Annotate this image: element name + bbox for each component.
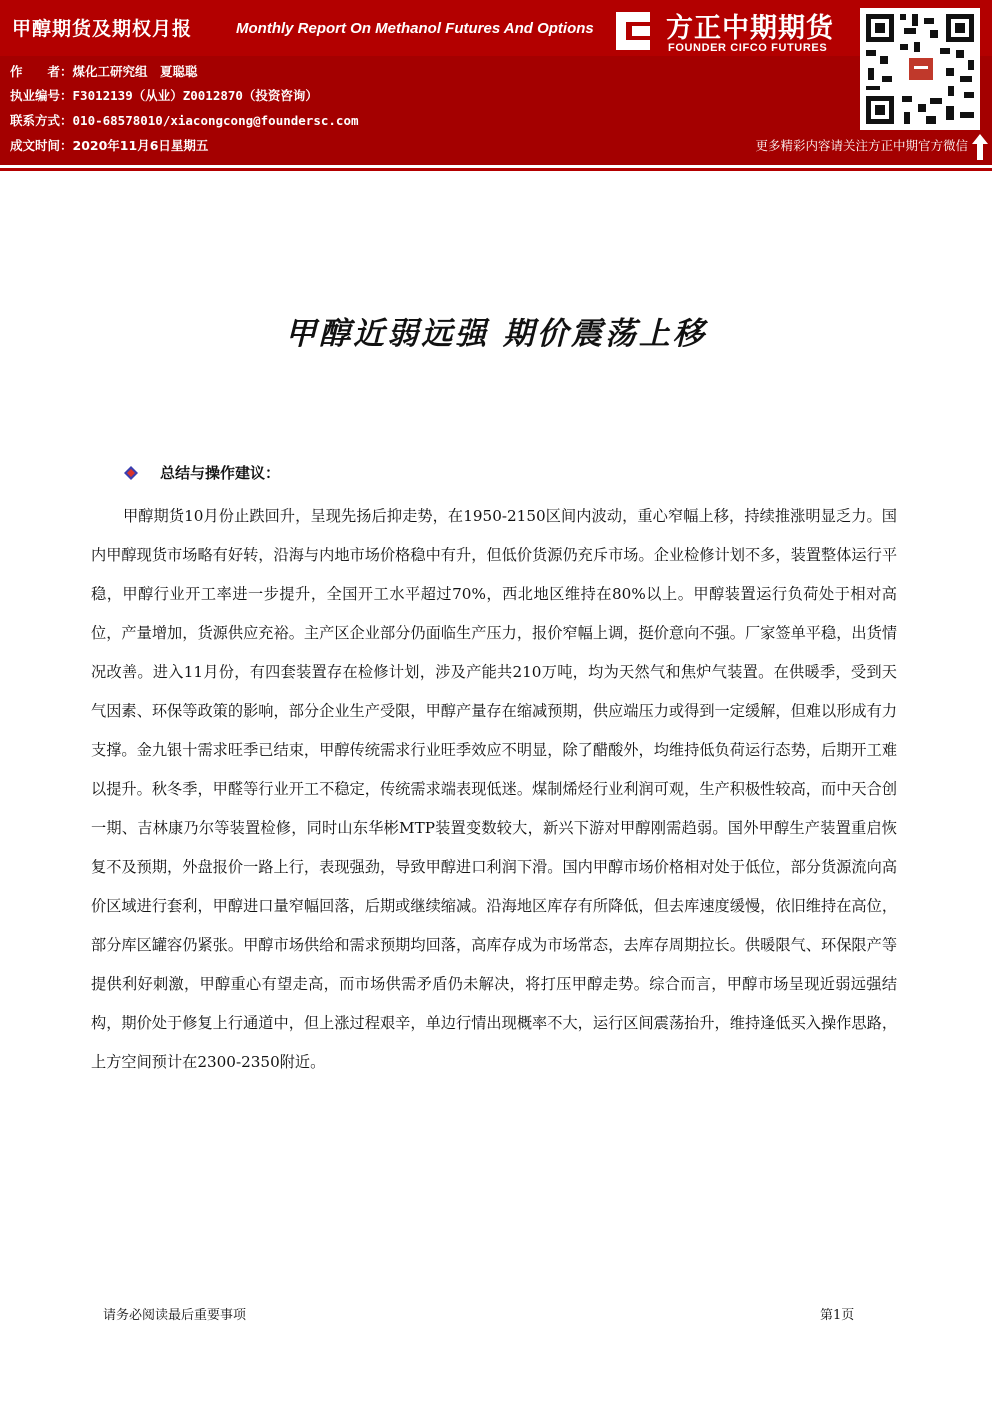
contact-value[interactable]: 010-68578010/xiacongcong@foundersc.com <box>72 113 359 128</box>
license-line <box>10 86 318 104</box>
report-subtitle: Monthly Report On Methanol Futures And Options <box>236 20 594 37</box>
logo-mark-icon <box>612 8 654 54</box>
summary-paragraph: 甲醇期货10月份止跌回升，呈现先扬后抑走势，在1950-2150区间内波动，重心窄幅上移，持续推涨明显乏力。国内甲醇现货市场略有好转，沿海与内地市场价格稳中有升，但低价货源仍充斥市场。企业检修计划不多，装置整体运行平稳，甲醇行业开工率进一步提升，全国开工水平超过70%，西北地区维持在80%以上。甲醇装置运行负荷处于相对高位，产量增加，货源供应充裕。主产区企业部分仍面临生产压力，报价窄幅上调，挺价意向不强。厂家签单平稳，出货情况改善。进入11月份，有四套装置存在检修计划，涉及产能共210万吨，均为天然气和焦炉气装置。在供暖季，受到天气因素、环保等政策的影响，部分企业生产受限，甲醇产量存在缩减预期，供应端压力或得到一定缓解，但难以形成有力支撑。金九银十需求旺季已结束，甲醇传统需求行业旺季效应不明显，除了醋酸外，均维持低负荷运行态势，后期开工难以提升。秋冬季，甲醛等行业开工不稳定，传统需求端表现低迷。煤制烯烃行业利润可观，生产积极性较高，而中天合创一期、吉林康乃尔等装置检修，同时山东华彬MTP装置变数较大，新兴下游对甲醇刚需趋弱。国外甲醇生产装置重启恢复不及预期，外盘报价一路上行，表现强劲，导致甲醇进口利润下滑。国内甲醇市场价格相对处于低位，部分货源流向高价区域进行套利，甲醇进口量窄幅回落，后期或继续缩减。沿海地区库存有所降低，但去库速度缓慢，依旧维持在高位，部分库区罐容仍紧张。甲醇市场供给和需求预期均回落，高库存成为市场常态，去库存周期拉长。供暖限气、环保限产等提供利好刺激，甲醇重心有望走高，而市场供需矛盾仍未解决，将打压甲醇走势。综合而言，甲醇市场呈现近弱远强结构，期价处于修复上行通道中，但上涨过程艰辛，单边行情出现概率不大，运行区间震荡抬升，维持逢低买入操作思路，上方空间预计在2300-2350附近。 <box>91 507 897 1071</box>
diamond-bullet-icon <box>124 466 138 480</box>
company-logo <box>612 6 860 58</box>
header-divider <box>0 168 992 171</box>
qr-code-icon <box>860 8 980 130</box>
page-number: 第1页 <box>820 1308 855 1323</box>
license-label: 执业编号： <box>10 88 73 103</box>
license-value: F3012139（从业）Z0012870（投资咨询） <box>72 88 318 103</box>
logo-english-name: FOUNDER CIFCO FUTURES <box>668 42 828 54</box>
date-line <box>10 136 208 154</box>
report-title: 甲醇期货及期权月报 <box>12 18 193 40</box>
follow-wechat-text: 更多精彩内容请关注方正中期官方微信 <box>755 138 968 153</box>
date-value: 2020年11月6日星期五 <box>72 138 209 153</box>
author-value: 煤化工研究组 夏聪聪 <box>72 64 198 79</box>
author-label: 作 者： <box>10 64 73 79</box>
date-label: 成文时间： <box>10 138 73 153</box>
section-heading: 总结与操作建议： <box>160 464 281 482</box>
footer-disclaimer: 请务必阅读最后重要事项 <box>103 1308 247 1323</box>
contact-line <box>10 111 359 129</box>
logo-chinese-name: 方正中期期货 <box>666 13 834 44</box>
arrow-up-icon <box>972 134 988 160</box>
page-title: 甲醇近弱远强 期价震荡上移 <box>285 316 707 352</box>
contact-label: 联系方式： <box>10 113 73 128</box>
author-line <box>10 62 198 80</box>
report-header <box>0 0 992 165</box>
